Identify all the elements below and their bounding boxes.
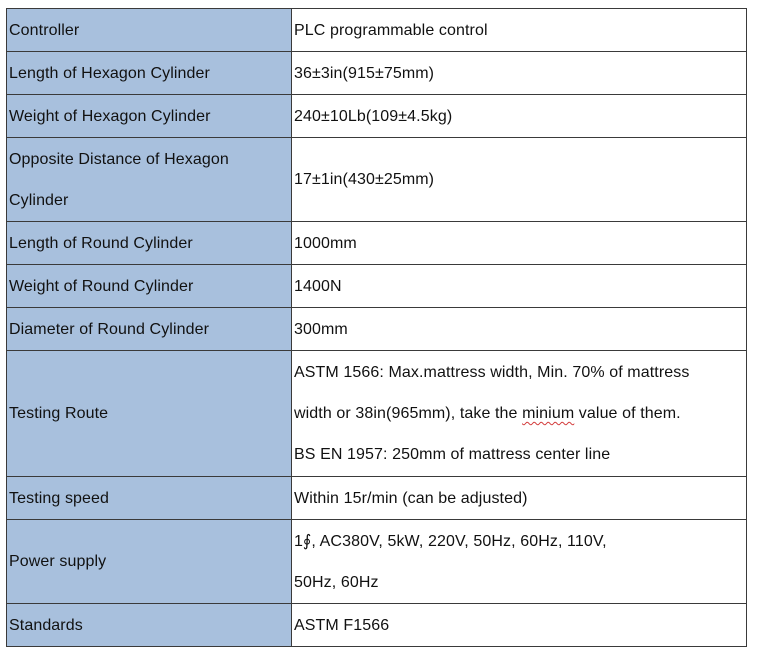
row-label: Diameter of Round Cylinder — [7, 308, 292, 351]
row-label: Power supply — [7, 520, 292, 604]
row-value: 240±10Lb(109±4.5kg) — [292, 95, 747, 138]
row-label: Weight of Round Cylinder — [7, 265, 292, 308]
table-row — [7, 308, 747, 351]
table-row — [7, 265, 747, 308]
value-line: 1∮, AC380V, 5kW, 220V, 50Hz, 60Hz, 110V, — [294, 532, 607, 550]
value-line: BS EN 1957: 250mm of mattress center line — [294, 446, 611, 463]
specification-table — [6, 8, 747, 647]
row-label: Controller — [7, 9, 292, 52]
row-value: ASTM F1566 — [292, 604, 747, 647]
table-row — [7, 222, 747, 265]
table-row — [7, 604, 747, 647]
row-label-line: Cylinder — [9, 191, 69, 209]
table-row — [7, 52, 747, 95]
table-row — [7, 351, 747, 477]
row-value: Within 15r/min (can be adjusted) — [292, 477, 747, 520]
row-value: 36±3in(915±75mm) — [292, 52, 747, 95]
row-label — [7, 138, 292, 222]
row-label: Length of Round Cylinder — [7, 222, 292, 265]
value-text: value of them. — [574, 405, 681, 422]
table-row — [7, 95, 747, 138]
row-label: Testing speed — [7, 477, 292, 520]
value-line: 50Hz, 60Hz — [294, 573, 379, 591]
spellcheck-word: minium — [522, 405, 575, 422]
row-value — [292, 520, 747, 604]
row-value: 1400N — [292, 265, 747, 308]
row-value: 17±1in(430±25mm) — [292, 138, 747, 222]
row-label-line: Opposite Distance of Hexagon — [9, 150, 229, 168]
table-row — [7, 477, 747, 520]
row-label: Length of Hexagon Cylinder — [7, 52, 292, 95]
value-line: ASTM 1566: Max.mattress width, Min. 70% of mattress — [294, 364, 690, 381]
row-label: Weight of Hexagon Cylinder — [7, 95, 292, 138]
row-value: 1000mm — [292, 222, 747, 265]
table-row — [7, 9, 747, 52]
table-row — [7, 138, 747, 222]
table-row — [7, 520, 747, 604]
row-value — [292, 351, 747, 477]
row-value: PLC programmable control — [292, 9, 747, 52]
row-label: Standards — [7, 604, 292, 647]
value-line — [294, 393, 746, 434]
value-text: width or 38in(965mm), take the — [294, 405, 523, 422]
row-label: Testing Route — [7, 351, 292, 477]
row-value: 300mm — [292, 308, 747, 351]
